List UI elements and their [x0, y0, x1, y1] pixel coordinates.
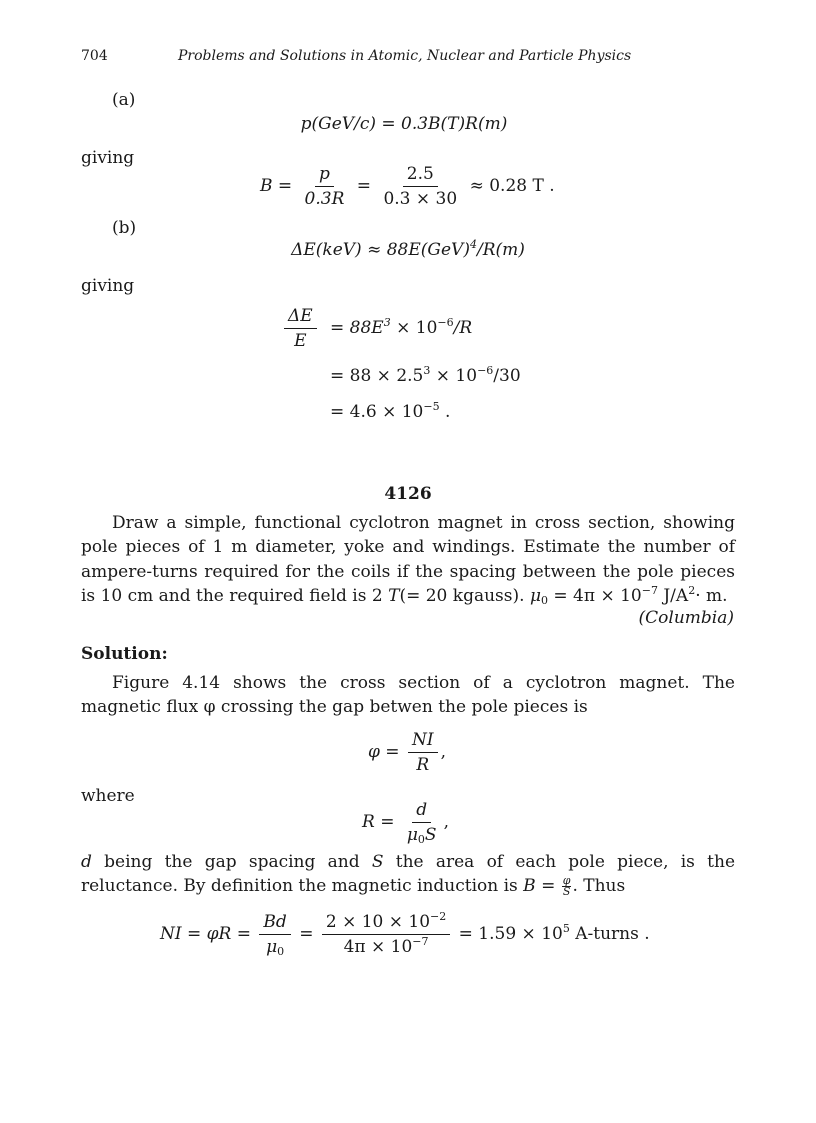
b-line2-sup1: 3 — [423, 364, 431, 377]
deltaE-num: ΔE — [284, 306, 317, 329]
part-b-fraction — [284, 306, 317, 351]
phi-fraction — [408, 730, 438, 775]
part-b-giving: giving — [81, 276, 135, 296]
final-f2-num-sup: −2 — [430, 910, 447, 923]
eq2-lhs: B = — [260, 176, 293, 196]
problem-text-3: = 4π × 10 — [548, 585, 642, 606]
problem-text-1: Draw a simple, functional cyclotron magnet in cross section, showing pole pieces of 1 m diameter, yoke and windings. Estimate the number of ampere-turns required for the coils if the spacing between the pole pieces is 10 cm and the required field is 2 — [81, 513, 735, 606]
R-den — [403, 823, 441, 845]
final-f1-den — [262, 935, 288, 957]
deltaE-den: E — [294, 331, 307, 351]
R-den-sub: 0 — [417, 833, 425, 846]
phi-lhs: φ = — [368, 742, 400, 762]
final-f1-den-sub: 0 — [277, 945, 285, 958]
final-f2-den-sup: −7 — [412, 935, 429, 948]
problem-source: (Columbia) — [638, 608, 734, 628]
R-tail: , — [443, 812, 449, 832]
R-lhs: R = — [362, 812, 395, 832]
phi-equation — [368, 730, 446, 775]
page-number: 704 — [81, 48, 108, 64]
eq2-f1-den: 0.3R — [304, 189, 345, 209]
solution-para-2 — [81, 850, 735, 899]
b-line1-sup2: −6 — [437, 316, 454, 329]
R-num: d — [412, 800, 431, 823]
b-line1-tail: /R — [453, 318, 473, 338]
para2-fnum: φ — [562, 874, 571, 888]
problem-text-mu-sub: 0 — [541, 593, 548, 607]
R-fraction — [403, 800, 441, 845]
where-label: where — [81, 786, 135, 806]
b-line2-tail: /30 — [493, 366, 521, 386]
b-line1-mid: × 10 — [390, 318, 438, 338]
b-line3-sup: −5 — [423, 400, 440, 413]
part-a-equation-2 — [260, 164, 555, 209]
final-equals: = — [299, 924, 314, 944]
para2-B: B — [523, 876, 536, 897]
solution-para-1 — [81, 671, 735, 720]
problem-text-5: · m. — [695, 585, 728, 606]
R-equation — [362, 800, 449, 845]
eq-b1-tail: /R(m) — [476, 240, 525, 260]
eq2-f2-den: 0.3 × 30 — [383, 189, 458, 209]
running-title: Problems and Solutions in Atomic, Nuclear and Particle Physics — [178, 48, 632, 64]
phi-den: R — [416, 755, 430, 775]
final-fraction-2 — [322, 912, 450, 957]
para2-thus: . Thus — [572, 876, 626, 897]
para2-inline-fraction — [562, 876, 572, 897]
eq2-fraction-2 — [379, 164, 461, 209]
part-b-equation-1 — [291, 240, 525, 260]
problem-text-T: T — [388, 585, 400, 606]
part-a-giving: giving — [81, 148, 135, 168]
b-line3-tail: . — [439, 402, 451, 422]
problem-text-3-sup: −7 — [641, 583, 658, 597]
solution-para-1-text: Figure 4.14 shows the cross section of a cyclotron magnet. The magnetic flux φ crossing the gap betwen the pole pieces is — [81, 673, 735, 718]
R-den-mu: μ — [406, 825, 418, 845]
final-equation — [160, 912, 650, 957]
b-line2-sup2: −6 — [477, 364, 494, 377]
b-line1-pre: = 88E — [330, 318, 384, 338]
eq2-f1-num: p — [315, 164, 334, 187]
final-lhs: NI = φR = — [160, 924, 251, 944]
final-f2-num — [322, 912, 450, 935]
problem-text-4-sup: 2 — [688, 583, 696, 597]
final-fraction-1 — [259, 912, 290, 957]
phi-num: NI — [408, 730, 438, 753]
final-f1-den-mu: μ — [266, 937, 278, 957]
b-line1-sup1: 3 — [383, 316, 391, 329]
final-f2-num-main: 2 × 10 × 10 — [325, 912, 431, 932]
final-rhs-tail: A-turns . — [569, 924, 650, 944]
problem-text — [81, 511, 735, 608]
final-f1-num: Bd — [259, 912, 290, 935]
para2-eq: = — [535, 876, 561, 897]
para2-S: S — [371, 852, 384, 872]
b-line3-pre: = 4.6 × 10 — [330, 402, 424, 422]
problem-text-mu: μ — [529, 585, 541, 606]
part-b-line-2 — [330, 366, 521, 386]
eq-b1-main: ΔE(keV) ≈ 88E(GeV) — [291, 240, 470, 260]
R-den-S: S — [424, 825, 437, 845]
para2-fden: S — [562, 885, 571, 899]
eq-b1-sup: 4 — [469, 238, 477, 251]
final-rhs-pre: = 1.59 × 10 — [458, 924, 563, 944]
phi-tail: , — [440, 742, 446, 762]
solution-heading: Solution: — [81, 644, 168, 664]
problem-text-4: J/A — [657, 585, 689, 606]
deltaE-over-E — [284, 306, 317, 351]
eq2-equals: = — [356, 176, 372, 196]
para2-b: being the gap spacing and — [91, 852, 372, 872]
eq2-f2-num: 2.5 — [403, 164, 438, 187]
para2-d-text: the area of each pole piece, is the reluctance. By definition the magnetic induction is — [81, 852, 736, 897]
eq2-fraction-1 — [301, 164, 349, 209]
eq2-rhs: ≈ 0.28 T . — [469, 176, 555, 196]
final-f2-den-main: 4π × 10 — [343, 937, 413, 957]
part-a-equation-1: p(GeV/c) = 0.3B(T)R(m) — [300, 114, 508, 134]
b-line2-mid: × 10 — [430, 366, 478, 386]
part-b-line-3 — [330, 402, 450, 422]
part-b-line-1 — [330, 318, 472, 338]
problem-text-2: (= 20 kgauss). — [399, 585, 530, 606]
para2-d: d — [81, 852, 92, 872]
problem-number: 4126 — [384, 484, 432, 504]
final-rhs-sup: 5 — [562, 922, 570, 935]
part-b-label: (b) — [112, 218, 137, 238]
final-f2-den — [340, 935, 433, 957]
b-line2-pre: = 88 × 2.5 — [330, 366, 424, 386]
part-a-label: (a) — [112, 90, 136, 110]
